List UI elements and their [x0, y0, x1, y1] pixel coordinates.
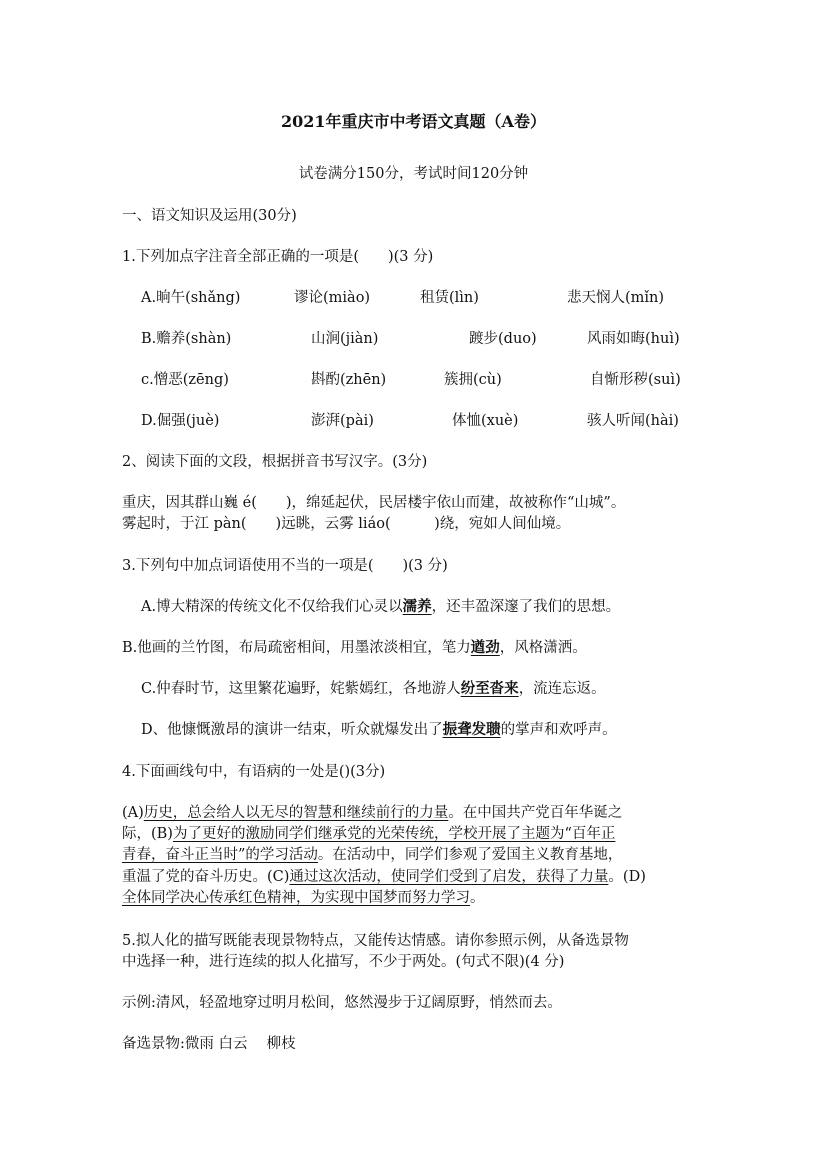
underlined-sentence-b: 为了更好的激励同学们继承党的光荣传统，学校开展了主题为“百年正: [172, 826, 616, 842]
question-3-option-a: [141, 597, 620, 617]
option-b-item-2: 山涧(jiàn): [311, 331, 379, 347]
underlined-sentence-d: 全体同学决心传承红色精神，为实现中国梦而努力学习: [122, 890, 470, 906]
option-d-item-1: D.倔强(juè): [141, 413, 220, 429]
question-5-stem-line-2: 中选择一种，进行连续的拟人化描写，不少于两处。(句式不限)(4 分): [122, 954, 565, 970]
section-heading: 一、语文知识及运用(30分): [122, 208, 297, 224]
question-2-passage-line-1: 重庆，因其群山巍 é( )，绵延起伏，民居楼宇依山而建，故被称作“山城”。: [122, 495, 626, 511]
marked-word: 振聋发聩: [442, 721, 501, 738]
page-title: 2021年重庆市中考语文真题（A卷）: [281, 112, 546, 131]
marked-word: 濡养: [402, 598, 432, 615]
question-4-passage-line-5: [122, 888, 485, 908]
option-text: D、他慷慨激昂的演讲一结束，听众就爆发出了: [141, 722, 443, 738]
question-4-passage-line-1: [122, 803, 622, 823]
option-b-item-4: 风雨如晦(huì): [587, 331, 680, 347]
option-a-item-4: 悲天悯人(mǐn): [567, 290, 665, 306]
question-3-option-d: [141, 720, 617, 740]
option-d-item-2: 澎湃(pài): [311, 413, 374, 429]
option-c-item-4: 自惭形秽(suì): [590, 372, 681, 388]
passage-text: (A): [122, 805, 144, 821]
marked-word: 纷至沓来: [460, 680, 519, 697]
question-5-choices: 备选景物:微雨 白云 柳枝: [122, 1036, 296, 1052]
option-text: C.仲春时节，这里繁花遍野，姹紫嫣红，各地游人: [141, 681, 461, 697]
option-b-item-1: B.赡养(shàn): [141, 331, 232, 347]
marked-word: 遒劲: [470, 639, 500, 656]
question-3-stem: 3.下列句中加点词语使用不当的一项是( )(3 分): [122, 558, 448, 574]
question-1-stem: 1.下列加点字注音全部正确的一项是( )(3 分): [122, 249, 434, 265]
underlined-sentence-c: 通过这次活动，使同学们受到了启发，获得了力量: [289, 869, 609, 885]
option-text: 的掌声和欢呼声。: [500, 722, 617, 738]
option-text: B.他画的兰竹图，布局疏密相间，用墨浓淡相宜，笔力: [122, 640, 471, 656]
option-b-item-3: 踱步(duo): [469, 331, 537, 347]
passage-text: 。在中国共产党百年华诞之: [448, 805, 623, 821]
option-d-item-4: 骇人听闻(hài): [587, 413, 679, 429]
option-a-item-3: 租赁(lìn): [420, 290, 479, 306]
passage-text: 际，(B): [122, 826, 173, 842]
option-c-item-3: 簇拥(cù): [444, 372, 502, 388]
question-4-passage-line-2: [122, 824, 615, 844]
passage-text: 。: [470, 890, 485, 906]
option-a-item-1: A.晌午(shǎng): [141, 290, 241, 306]
passage-text: 。在活动中，同学们参观了爱国主义教育基地，: [317, 847, 623, 863]
question-3-option-b: [122, 638, 587, 658]
option-c-item-2: 斟酌(zhēn): [311, 372, 387, 388]
question-4-passage-line-3: [122, 845, 622, 865]
question-4-passage-line-4: [122, 867, 646, 887]
option-d-item-3: 体恤(xuè): [452, 413, 519, 429]
underlined-sentence-a: 历史，总会给人以无尽的智慧和继续前行的力量: [143, 805, 449, 821]
question-5-stem-line-1: 5.拟人化的描写既能表现景物特点，又能传达情感。请你参照示例，从备选景物: [122, 933, 629, 949]
passage-text: 。(D): [608, 869, 646, 885]
option-text: ，流连忘返。: [518, 681, 606, 697]
exam-info: 试卷满分150分，考试时间120分钟: [298, 166, 529, 182]
question-5-example: 示例:清风，轻盈地穿过明月松间，悠然漫步于辽阔原野，悄然而去。: [122, 995, 562, 1011]
option-text: ，还丰盈深邃了我们的思想。: [431, 599, 621, 615]
question-2-passage-line-2: 雾起时，于江 pàn( )远眺，云雾 liáo( )绕，宛如人间仙境。: [122, 516, 571, 532]
question-2-stem: 2、阅读下面的文段，根据拼音书写汉字。(3分): [122, 454, 428, 470]
option-a-item-2: 谬论(miào): [294, 290, 371, 306]
question-4-stem: 4.下面画线句中，有语病的一处是()(3分): [122, 764, 386, 780]
option-c-item-1: c.憎恶(zēng): [141, 372, 229, 388]
passage-text: 重温了党的奋斗历史。(C): [122, 869, 290, 885]
option-text: A.博大精深的传统文化不仅给我们心灵以: [141, 599, 403, 615]
option-text: ，风格潇洒。: [499, 640, 587, 656]
question-3-option-c: [141, 679, 606, 699]
underlined-sentence-b: 青春，奋斗正当时”的学习活动: [122, 847, 318, 863]
